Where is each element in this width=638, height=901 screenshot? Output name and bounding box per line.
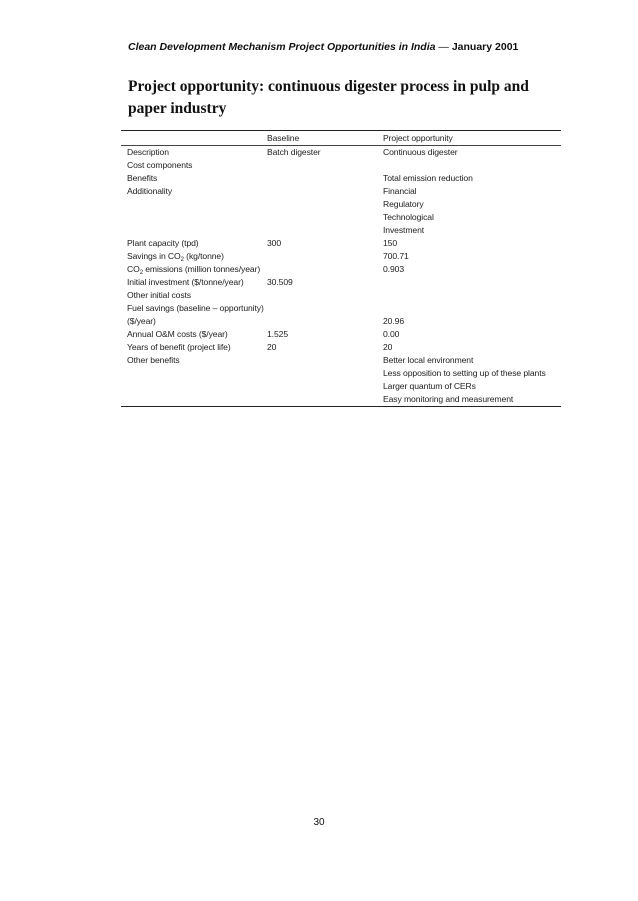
table-header-row xyxy=(121,131,561,145)
baseline-cell: 30.509 xyxy=(267,277,293,287)
table-row xyxy=(121,380,561,393)
table-row xyxy=(121,354,561,367)
table-row xyxy=(121,224,561,237)
baseline-cell xyxy=(267,211,383,224)
page-title: Project opportunity: continuous digester process in pulp and paper industry xyxy=(128,78,529,117)
row-label: Description xyxy=(127,147,169,157)
opportunity-cell: 700.71 xyxy=(383,251,409,261)
row-label-text: Savings in CO xyxy=(127,251,181,261)
opportunity-cell: 150 xyxy=(383,238,398,248)
opportunity-cell: Easy monitoring and measurement xyxy=(383,394,514,404)
opportunity-cell: Less opposition to setting up of these plants xyxy=(383,368,546,378)
row-label: Benefits xyxy=(127,173,158,183)
baseline-cell xyxy=(267,224,383,237)
opportunity-cell xyxy=(383,289,561,302)
opportunity-cell: Technological xyxy=(383,212,434,222)
row-label xyxy=(121,367,267,380)
opportunity-cell: 0.00 xyxy=(383,329,400,339)
row-label-subscript: 2 xyxy=(180,257,184,263)
row-label: Annual O&M costs ($/year) xyxy=(127,329,228,339)
row-label: Other benefits xyxy=(127,355,180,365)
baseline-cell xyxy=(267,393,383,406)
baseline-cell xyxy=(267,159,383,172)
table-row xyxy=(121,146,561,159)
baseline-cell xyxy=(267,263,383,276)
row-label-subscript: 2 xyxy=(139,270,143,276)
baseline-cell xyxy=(267,172,383,185)
row-label xyxy=(121,393,267,406)
table-row xyxy=(121,341,561,354)
row-label: Initial investment ($/tonne/year) xyxy=(127,277,244,287)
baseline-cell: 300 xyxy=(267,238,282,248)
baseline-cell xyxy=(267,367,383,380)
row-label xyxy=(121,211,267,224)
baseline-cell xyxy=(267,354,383,367)
table-bottom-rule xyxy=(121,406,561,407)
baseline-cell xyxy=(267,380,383,393)
table-row xyxy=(121,185,561,198)
row-label-text: emissions (million tonnes/year) xyxy=(142,264,261,274)
opportunity-cell: Larger quantum of CERs xyxy=(383,381,476,391)
row-label xyxy=(121,198,267,211)
running-header-date: January 2001 xyxy=(451,41,519,53)
table-row xyxy=(121,315,561,328)
baseline-cell xyxy=(267,289,383,302)
baseline-cell: 1.525 xyxy=(267,329,289,339)
table-row xyxy=(121,211,561,224)
opportunity-cell: 20 xyxy=(383,342,393,352)
table-row xyxy=(121,367,561,380)
baseline-cell xyxy=(267,315,383,328)
opportunity-cell: 0.903 xyxy=(383,264,405,274)
row-label-text: (kg/tonne) xyxy=(183,251,224,261)
row-label: Fuel savings (baseline – opportunity) xyxy=(127,303,264,313)
baseline-cell xyxy=(267,302,383,315)
baseline-cell: 20 xyxy=(267,342,277,352)
baseline-cell xyxy=(267,198,383,211)
table-row xyxy=(121,250,561,263)
table-row xyxy=(121,172,561,185)
row-label xyxy=(121,263,267,276)
row-label: Cost components xyxy=(127,160,193,170)
table-row xyxy=(121,198,561,211)
table-row xyxy=(121,289,561,302)
row-label: Other initial costs xyxy=(127,290,192,300)
table-row xyxy=(121,393,561,406)
row-label: Years of benefit (project life) xyxy=(127,342,231,352)
running-header-separator: — xyxy=(435,41,452,53)
opportunity-cell: Regulatory xyxy=(383,199,424,209)
column-header-opportunity: Project opportunity xyxy=(383,133,453,143)
opportunity-table xyxy=(121,130,561,407)
opportunity-cell: Total emission reduction xyxy=(383,173,473,183)
table-row xyxy=(121,159,561,172)
row-label: Additionality xyxy=(127,186,173,196)
table-body xyxy=(121,146,561,406)
opportunity-cell xyxy=(383,302,561,315)
table-row xyxy=(121,328,561,341)
baseline-cell xyxy=(267,250,383,263)
running-header-title: Clean Development Mechanism Project Opportunities in India xyxy=(128,41,436,53)
baseline-cell xyxy=(267,185,383,198)
baseline-cell: Batch digester xyxy=(267,147,321,157)
opportunity-cell: Better local environment xyxy=(383,355,474,365)
row-label-text: CO xyxy=(127,264,140,274)
column-header-parameter xyxy=(121,131,267,145)
row-label xyxy=(121,224,267,237)
opportunity-cell: 20.96 xyxy=(383,316,405,326)
opportunity-cell: Continuous digester xyxy=(383,147,458,157)
column-header-baseline: Baseline xyxy=(267,133,300,143)
opportunity-cell xyxy=(383,159,561,172)
row-label xyxy=(121,380,267,393)
row-label: ($/year) xyxy=(127,316,156,326)
opportunity-cell xyxy=(383,276,561,289)
opportunity-cell: Investment xyxy=(383,225,425,235)
page-number: 30 xyxy=(313,817,325,828)
table-row xyxy=(121,263,561,276)
running-header xyxy=(128,41,518,53)
opportunity-cell: Financial xyxy=(383,186,417,196)
row-label xyxy=(121,250,267,263)
table-row xyxy=(121,237,561,250)
table-row xyxy=(121,302,561,315)
row-label: Plant capacity (tpd) xyxy=(127,238,199,248)
table-row xyxy=(121,276,561,289)
